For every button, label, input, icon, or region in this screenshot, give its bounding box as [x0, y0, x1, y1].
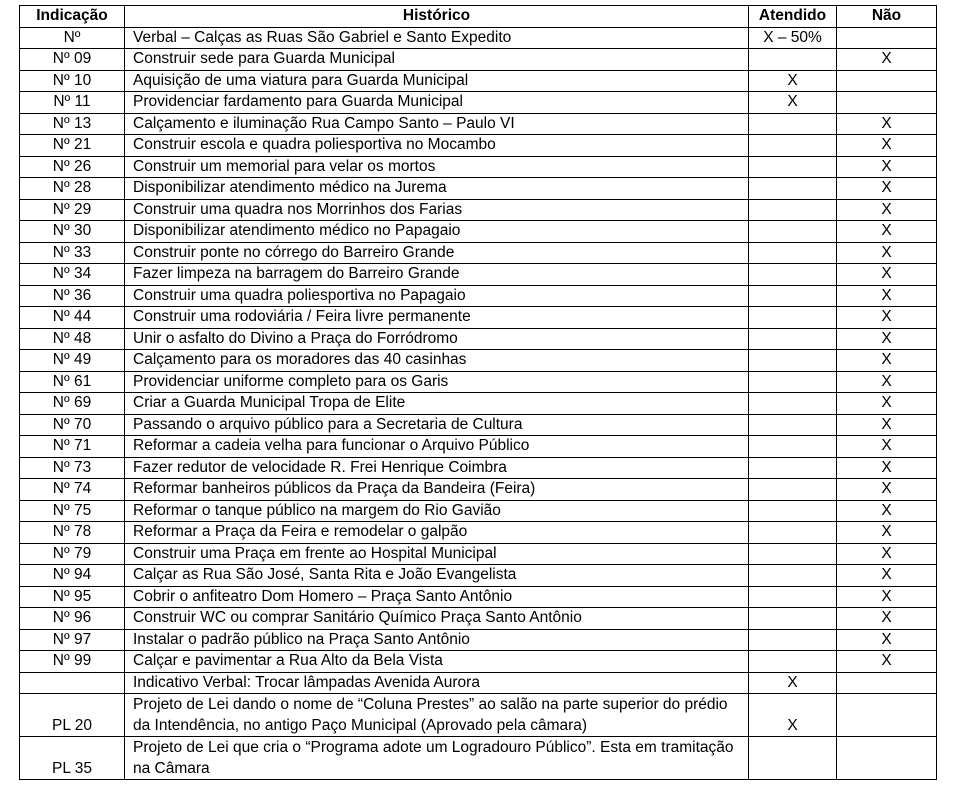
- cell-indicacao: Nº 48: [20, 328, 125, 350]
- cell-atendido: [749, 178, 837, 200]
- cell-historico: Construir uma rodoviária / Feira livre permanente: [125, 307, 749, 329]
- cell-indicacao: Nº 26: [20, 156, 125, 178]
- table-row: [20, 414, 937, 436]
- cell-indicacao: Nº 71: [20, 436, 125, 458]
- cell-indicacao: Nº 10: [20, 70, 125, 92]
- cell-nao: X: [837, 629, 937, 651]
- cell-indicacao: Nº 75: [20, 500, 125, 522]
- table-row: [20, 199, 937, 221]
- cell-nao: X: [837, 307, 937, 329]
- cell-historico: Reformar banheiros públicos da Praça da Bandeira (Feira): [125, 479, 749, 501]
- header-atendido: Atendido: [749, 6, 837, 28]
- cell-nao: X: [837, 178, 937, 200]
- cell-atendido: [749, 522, 837, 544]
- cell-atendido: [749, 436, 837, 458]
- table-row: [20, 608, 937, 630]
- table-row: [20, 49, 937, 71]
- cell-indicacao: [20, 672, 125, 694]
- cell-nao: X: [837, 328, 937, 350]
- cell-indicacao: Nº 09: [20, 49, 125, 71]
- table-row: [20, 543, 937, 565]
- header-nao: Não: [837, 6, 937, 28]
- table-row: [20, 221, 937, 243]
- cell-nao: X: [837, 371, 937, 393]
- header-historico: Histórico: [125, 6, 749, 28]
- cell-historico: Calçar e pavimentar a Rua Alto da Bela Vista: [125, 651, 749, 673]
- cell-historico: Fazer limpeza na barragem do Barreiro Grande: [125, 264, 749, 286]
- cell-nao: X: [837, 285, 937, 307]
- cell-historico: Verbal – Calças as Ruas São Gabriel e Santo Expedito: [125, 27, 749, 49]
- cell-historico: Construir escola e quadra poliesportiva no Mocambo: [125, 135, 749, 157]
- cell-atendido: [749, 307, 837, 329]
- cell-atendido: [749, 414, 837, 436]
- table-row: [20, 371, 937, 393]
- cell-nao: X: [837, 156, 937, 178]
- cell-atendido: X – 50%: [749, 27, 837, 49]
- cell-nao: X: [837, 586, 937, 608]
- table-row: [20, 242, 937, 264]
- table-row: [20, 178, 937, 200]
- cell-indicacao: Nº: [20, 27, 125, 49]
- table-row: [20, 70, 937, 92]
- cell-historico: Aquisição de uma viatura para Guarda Municipal: [125, 70, 749, 92]
- cell-historico: Calçar as Rua São José, Santa Rita e João Evangelista: [125, 565, 749, 587]
- cell-nao: X: [837, 350, 937, 372]
- cell-indicacao: Nº 11: [20, 92, 125, 114]
- cell-atendido: [749, 264, 837, 286]
- cell-nao: X: [837, 49, 937, 71]
- cell-indicacao: Nº 29: [20, 199, 125, 221]
- cell-nao: [837, 27, 937, 49]
- cell-atendido: [749, 651, 837, 673]
- cell-indicacao: Nº 79: [20, 543, 125, 565]
- cell-atendido: [749, 242, 837, 264]
- table-row: [20, 135, 937, 157]
- cell-historico: Construir sede para Guarda Municipal: [125, 49, 749, 71]
- cell-historico: Projeto de Lei dando o nome de “Coluna Prestes” ao salão na parte superior do prédio da Intendência, no antigo Paço Municipal (Aprovado pela câmara): [125, 694, 749, 737]
- cell-historico: Construir uma Praça em frente ao Hospital Municipal: [125, 543, 749, 565]
- cell-historico: Projeto de Lei que cria o “Programa adote um Logradouro Público”. Esta em tramitação na Câmara: [125, 737, 749, 780]
- cell-nao: X: [837, 242, 937, 264]
- cell-atendido: [749, 457, 837, 479]
- cell-indicacao: PL 35: [20, 737, 125, 780]
- cell-indicacao: Nº 73: [20, 457, 125, 479]
- table-row: [20, 500, 937, 522]
- cell-historico: Construir WC ou comprar Sanitário Químico Praça Santo Antônio: [125, 608, 749, 630]
- cell-indicacao: Nº 21: [20, 135, 125, 157]
- cell-nao: [837, 672, 937, 694]
- cell-nao: X: [837, 113, 937, 135]
- cell-historico: Cobrir o anfiteatro Dom Homero – Praça Santo Antônio: [125, 586, 749, 608]
- cell-historico: Indicativo Verbal: Trocar lâmpadas Avenida Aurora: [125, 672, 749, 694]
- cell-atendido: [749, 371, 837, 393]
- cell-atendido: [749, 608, 837, 630]
- cell-historico: Instalar o padrão público na Praça Santo Antônio: [125, 629, 749, 651]
- cell-atendido: [749, 565, 837, 587]
- cell-nao: X: [837, 221, 937, 243]
- table-row: [20, 436, 937, 458]
- cell-atendido: [749, 156, 837, 178]
- cell-nao: X: [837, 457, 937, 479]
- cell-historico: Disponibilizar atendimento médico na Jurema: [125, 178, 749, 200]
- cell-nao: [837, 737, 937, 780]
- table-row: [20, 737, 937, 780]
- table-row: [20, 694, 937, 737]
- table-row: [20, 328, 937, 350]
- cell-historico: Passando o arquivo público para a Secretaria de Cultura: [125, 414, 749, 436]
- cell-atendido: X: [749, 694, 837, 737]
- table-row: [20, 629, 937, 651]
- table-row: [20, 586, 937, 608]
- indications-table: [19, 5, 937, 780]
- cell-nao: X: [837, 608, 937, 630]
- cell-indicacao: Nº 78: [20, 522, 125, 544]
- table-row: [20, 479, 937, 501]
- cell-indicacao: Nº 34: [20, 264, 125, 286]
- cell-atendido: [749, 586, 837, 608]
- cell-historico: Construir ponte no córrego do Barreiro Grande: [125, 242, 749, 264]
- cell-historico: Calçamento e iluminação Rua Campo Santo – Paulo VI: [125, 113, 749, 135]
- cell-indicacao: Nº 99: [20, 651, 125, 673]
- cell-atendido: X: [749, 672, 837, 694]
- cell-historico: Reformar a Praça da Feira e remodelar o galpão: [125, 522, 749, 544]
- cell-nao: X: [837, 135, 937, 157]
- table-row: [20, 27, 937, 49]
- cell-nao: [837, 92, 937, 114]
- cell-indicacao: PL 20: [20, 694, 125, 737]
- cell-atendido: [749, 500, 837, 522]
- cell-nao: X: [837, 500, 937, 522]
- table-header-row: [20, 6, 937, 28]
- cell-indicacao: Nº 74: [20, 479, 125, 501]
- cell-nao: [837, 70, 937, 92]
- cell-nao: X: [837, 393, 937, 415]
- header-indicacao: Indicação: [20, 6, 125, 28]
- table-row: [20, 457, 937, 479]
- cell-nao: [837, 694, 937, 737]
- table-row: [20, 350, 937, 372]
- cell-indicacao: Nº 96: [20, 608, 125, 630]
- cell-indicacao: Nº 69: [20, 393, 125, 415]
- table-row: [20, 672, 937, 694]
- cell-indicacao: Nº 13: [20, 113, 125, 135]
- cell-nao: X: [837, 436, 937, 458]
- cell-atendido: [749, 629, 837, 651]
- cell-historico: Construir um memorial para velar os mortos: [125, 156, 749, 178]
- cell-indicacao: Nº 61: [20, 371, 125, 393]
- cell-indicacao: Nº 94: [20, 565, 125, 587]
- cell-atendido: [749, 199, 837, 221]
- cell-indicacao: Nº 30: [20, 221, 125, 243]
- cell-indicacao: Nº 36: [20, 285, 125, 307]
- cell-atendido: [749, 737, 837, 780]
- table-row: [20, 156, 937, 178]
- cell-nao: X: [837, 543, 937, 565]
- table-row: [20, 113, 937, 135]
- cell-historico: Construir uma quadra poliesportiva no Papagaio: [125, 285, 749, 307]
- cell-atendido: [749, 285, 837, 307]
- cell-nao: X: [837, 414, 937, 436]
- cell-historico: Unir o asfalto do Divino a Praça do Forródromo: [125, 328, 749, 350]
- cell-atendido: [749, 479, 837, 501]
- cell-indicacao: Nº 33: [20, 242, 125, 264]
- cell-historico: Calçamento para os moradores das 40 casinhas: [125, 350, 749, 372]
- cell-nao: X: [837, 199, 937, 221]
- cell-atendido: [749, 328, 837, 350]
- table-row: [20, 92, 937, 114]
- cell-historico: Fazer redutor de velocidade R. Frei Henrique Coimbra: [125, 457, 749, 479]
- cell-indicacao: Nº 70: [20, 414, 125, 436]
- cell-nao: X: [837, 264, 937, 286]
- cell-nao: X: [837, 522, 937, 544]
- table-row: [20, 393, 937, 415]
- cell-historico: Providenciar uniforme completo para os Garis: [125, 371, 749, 393]
- cell-atendido: [749, 393, 837, 415]
- cell-indicacao: Nº 49: [20, 350, 125, 372]
- cell-nao: X: [837, 479, 937, 501]
- cell-indicacao: Nº 28: [20, 178, 125, 200]
- cell-atendido: X: [749, 70, 837, 92]
- cell-atendido: [749, 135, 837, 157]
- cell-atendido: [749, 350, 837, 372]
- cell-atendido: [749, 543, 837, 565]
- cell-nao: X: [837, 565, 937, 587]
- cell-indicacao: Nº 44: [20, 307, 125, 329]
- cell-indicacao: Nº 97: [20, 629, 125, 651]
- cell-nao: X: [837, 651, 937, 673]
- cell-historico: Disponibilizar atendimento médico no Papagaio: [125, 221, 749, 243]
- cell-atendido: X: [749, 92, 837, 114]
- table-row: [20, 565, 937, 587]
- cell-historico: Construir uma quadra nos Morrinhos dos Farias: [125, 199, 749, 221]
- table-row: [20, 651, 937, 673]
- table-row: [20, 285, 937, 307]
- table-row: [20, 522, 937, 544]
- cell-historico: Providenciar fardamento para Guarda Municipal: [125, 92, 749, 114]
- cell-historico: Criar a Guarda Municipal Tropa de Elite: [125, 393, 749, 415]
- cell-atendido: [749, 221, 837, 243]
- cell-atendido: [749, 49, 837, 71]
- cell-indicacao: Nº 95: [20, 586, 125, 608]
- table-row: [20, 264, 937, 286]
- table-row: [20, 307, 937, 329]
- cell-atendido: [749, 113, 837, 135]
- cell-historico: Reformar o tanque público na margem do Rio Gavião: [125, 500, 749, 522]
- cell-historico: Reformar a cadeia velha para funcionar o Arquivo Público: [125, 436, 749, 458]
